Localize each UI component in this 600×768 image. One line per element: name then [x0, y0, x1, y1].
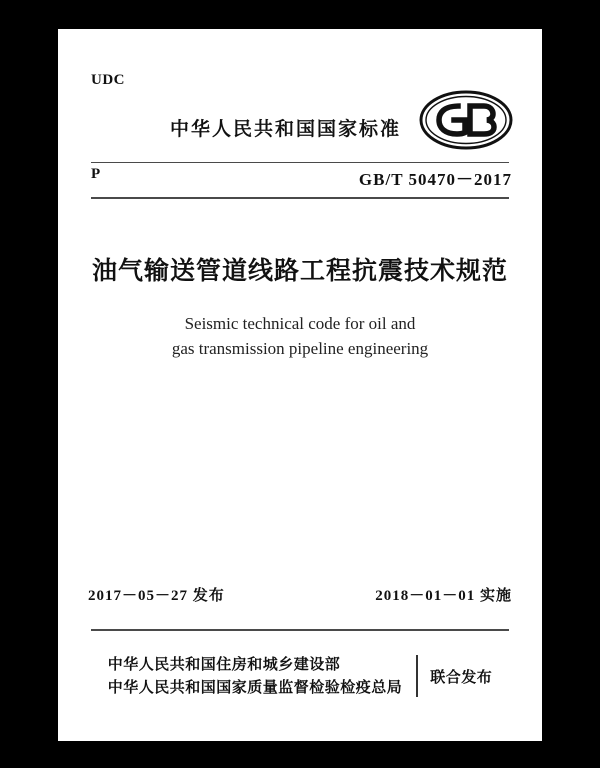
title-english-line-1: Seismic technical code for oil and: [184, 314, 416, 333]
standard-number: GB/T 50470－2017: [358, 170, 512, 189]
page-content: [58, 29, 542, 741]
title-english: [58, 311, 542, 361]
title-english-line-2: gas transmission pipeline engineering: [171, 339, 429, 358]
issuer-block: [58, 653, 542, 699]
classification-mark: P: [91, 166, 101, 182]
issuing-authority-heading: 中华人民共和国国家标准: [170, 118, 402, 140]
udc-label: UDC: [91, 72, 125, 88]
page-title: 油气输送管道线路工程抗震技术规范: [91, 256, 508, 285]
effective-date: 2018－01－01 实施: [375, 588, 512, 604]
divider-top: [91, 162, 509, 163]
issuer-line-2: 中华人民共和国国家质量监督检验检疫总局: [107, 678, 403, 696]
document-page: [58, 29, 542, 741]
gb-logo-icon: [418, 89, 514, 151]
divider-under-number: [91, 197, 509, 199]
joint-release-wrap: [416, 655, 492, 697]
divider-bottom: [91, 629, 509, 631]
issue-date: 2017－05－27 发布: [88, 588, 225, 604]
issuer-names: [108, 653, 403, 699]
joint-release-label: 联合发布: [430, 667, 493, 686]
issuer-line-1: 中华人民共和国住房和城乡建设部: [107, 655, 341, 673]
